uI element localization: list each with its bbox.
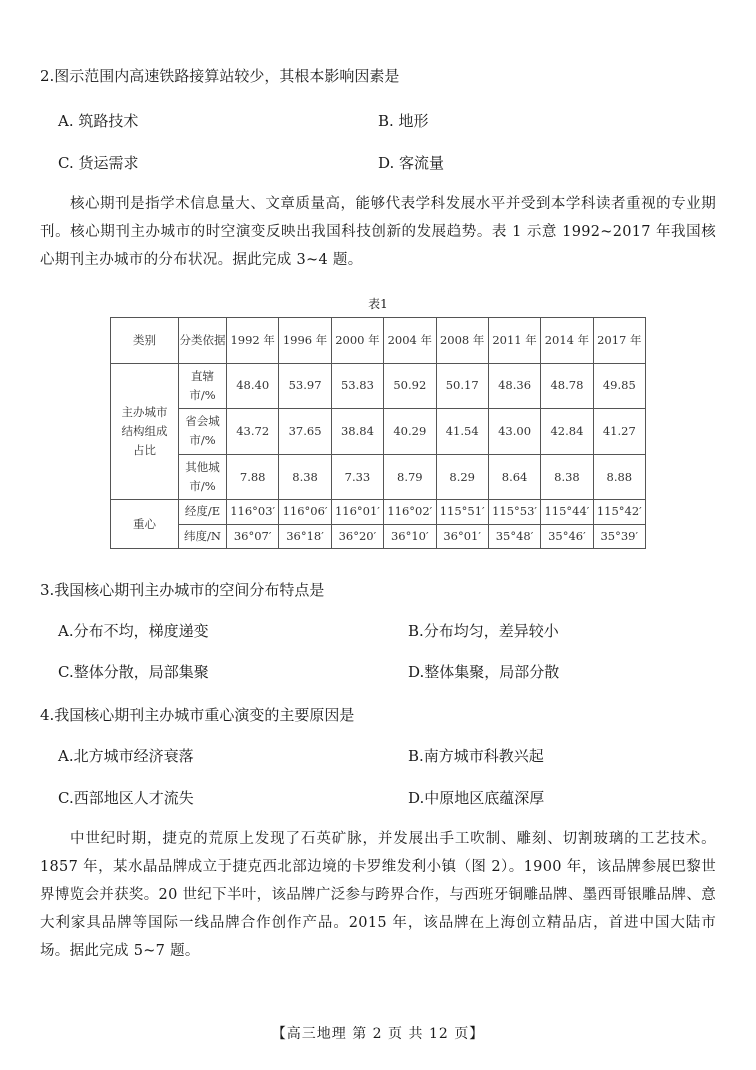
- table-cell: 36°10′: [384, 524, 436, 548]
- q4-option-b: B.南方城市科教兴起: [408, 747, 544, 765]
- question-2-stem: 2.图示范围内高速铁路接算站较少，其根本影响因素是: [40, 67, 400, 85]
- table-row: [111, 500, 646, 524]
- table-cell: 115°51′: [436, 500, 488, 524]
- q4-option-c: C.西部地区人才流失: [58, 789, 194, 807]
- table-cell: 37.65: [279, 409, 331, 455]
- row-basis: 省会城市/%: [179, 409, 227, 455]
- header-category: 类别: [111, 318, 179, 364]
- table-cell: 7.88: [227, 454, 279, 500]
- table-cell: 49.85: [593, 363, 645, 409]
- table-caption: 表1: [368, 297, 388, 311]
- table-cell: 8.88: [593, 454, 645, 500]
- table-cell: 8.64: [488, 454, 540, 500]
- table-cell: 116°03′: [227, 500, 279, 524]
- table-cell: 42.84: [541, 409, 593, 455]
- table-cell: 53.83: [331, 363, 383, 409]
- q3-option-c: C.整体分散，局部集聚: [58, 663, 209, 681]
- q4-option-d: D.中原地区底蕴深厚: [408, 789, 545, 807]
- table-row: [111, 363, 646, 409]
- page-footer: 【高三地理 第 2 页 共 12 页】: [271, 1026, 485, 1042]
- table-row: [111, 524, 646, 548]
- q3-option-b: B.分布均匀，差异较小: [408, 622, 559, 640]
- data-table: [110, 317, 646, 549]
- table-header-row: [111, 318, 646, 364]
- table-cell: 116°01′: [331, 500, 383, 524]
- table-row: [111, 454, 646, 500]
- table-cell: 115°53′: [488, 500, 540, 524]
- q2-option-d: D. 客流量: [378, 154, 445, 172]
- row-basis: 其他城市/%: [179, 454, 227, 500]
- table-cell: 116°06′: [279, 500, 331, 524]
- table-cell: 7.33: [331, 454, 383, 500]
- table-cell: 35°39′: [593, 524, 645, 548]
- group-label-structure: 主办城市结构组成占比: [111, 363, 179, 500]
- passage-core-journals: 核心期刊是指学术信息量大、文章质量高，能够代表学科发展水平并受到本学科读者重视的专业期刊。核心期刊主办城市的时空演变反映出我国科技创新的发展趋势。表 1 示意 1992~2017 年我国核心期刊主办城市的分布状况。据此完成 3~4 题。: [40, 196, 716, 268]
- table-cell: 115°44′: [541, 500, 593, 524]
- table-cell: 115°42′: [593, 500, 645, 524]
- table-cell: 53.97: [279, 363, 331, 409]
- table-cell: 36°01′: [436, 524, 488, 548]
- table-cell: 50.17: [436, 363, 488, 409]
- header-year: 2017 年: [593, 318, 645, 364]
- table-cell: 48.36: [488, 363, 540, 409]
- table-cell: 8.38: [279, 454, 331, 500]
- group-label-centroid: 重心: [111, 500, 179, 549]
- header-year: 2004 年: [384, 318, 436, 364]
- table-cell: 116°02′: [384, 500, 436, 524]
- header-year: 1996 年: [279, 318, 331, 364]
- row-basis: 直辖市/%: [179, 363, 227, 409]
- table-row: [111, 409, 646, 455]
- header-year: 2000 年: [331, 318, 383, 364]
- table-cell: 38.84: [331, 409, 383, 455]
- header-year: 1992 年: [227, 318, 279, 364]
- table-cell: 43.00: [488, 409, 540, 455]
- table-cell: 36°07′: [227, 524, 279, 548]
- table-cell: 40.29: [384, 409, 436, 455]
- q3-option-d: D.整体集聚，局部分散: [408, 663, 560, 681]
- header-year: 2014 年: [541, 318, 593, 364]
- q4-option-a: A.北方城市经济衰落: [58, 747, 194, 765]
- header-basis: 分类依据: [179, 318, 227, 364]
- table-cell: 35°48′: [488, 524, 540, 548]
- row-basis: 纬度/N: [179, 524, 227, 548]
- table-cell: 8.29: [436, 454, 488, 500]
- header-year: 2011 年: [488, 318, 540, 364]
- table-cell: 36°18′: [279, 524, 331, 548]
- table-cell: 8.79: [384, 454, 436, 500]
- table-cell: 41.54: [436, 409, 488, 455]
- table-cell: 41.27: [593, 409, 645, 455]
- q2-option-a: A. 筑路技术: [58, 112, 139, 130]
- table-cell: 36°20′: [331, 524, 383, 548]
- table-cell: 48.78: [541, 363, 593, 409]
- passage-crystal-brand: 中世纪时期，捷克的荒原上发现了石英矿脉，并发展出手工吹制、雕刻、切割玻璃的工艺技术。1857 年，某水晶品牌成立于捷克西北部边境的卡罗维发利小镇（图 2）。1900 年，该品牌参展巴黎世界博览会并获奖。20 世纪下半叶，该品牌广泛参与跨界合作，与西班牙铜雕品牌、墨西哥银雕品牌、意大利家具品牌等国际一线品牌合作创作产品。2015 年，该品牌在上海创立精品店，首进中国大陆市场。据此完成 5~7 题。: [40, 831, 716, 959]
- header-year: 2008 年: [436, 318, 488, 364]
- table-cell: 50.92: [384, 363, 436, 409]
- table-cell: 48.40: [227, 363, 279, 409]
- table-cell: 35°46′: [541, 524, 593, 548]
- table-cell: 8.38: [541, 454, 593, 500]
- q3-option-a: A.分布不均，梯度递变: [58, 622, 209, 640]
- row-basis: 经度/E: [179, 500, 227, 524]
- q2-option-c: C. 货运需求: [58, 154, 139, 172]
- question-3-stem: 3.我国核心期刊主办城市的空间分布特点是: [40, 581, 325, 599]
- table-cell: 43.72: [227, 409, 279, 455]
- question-4-stem: 4.我国核心期刊主办城市重心演变的主要原因是: [40, 706, 355, 724]
- q2-option-b: B. 地形: [378, 112, 429, 130]
